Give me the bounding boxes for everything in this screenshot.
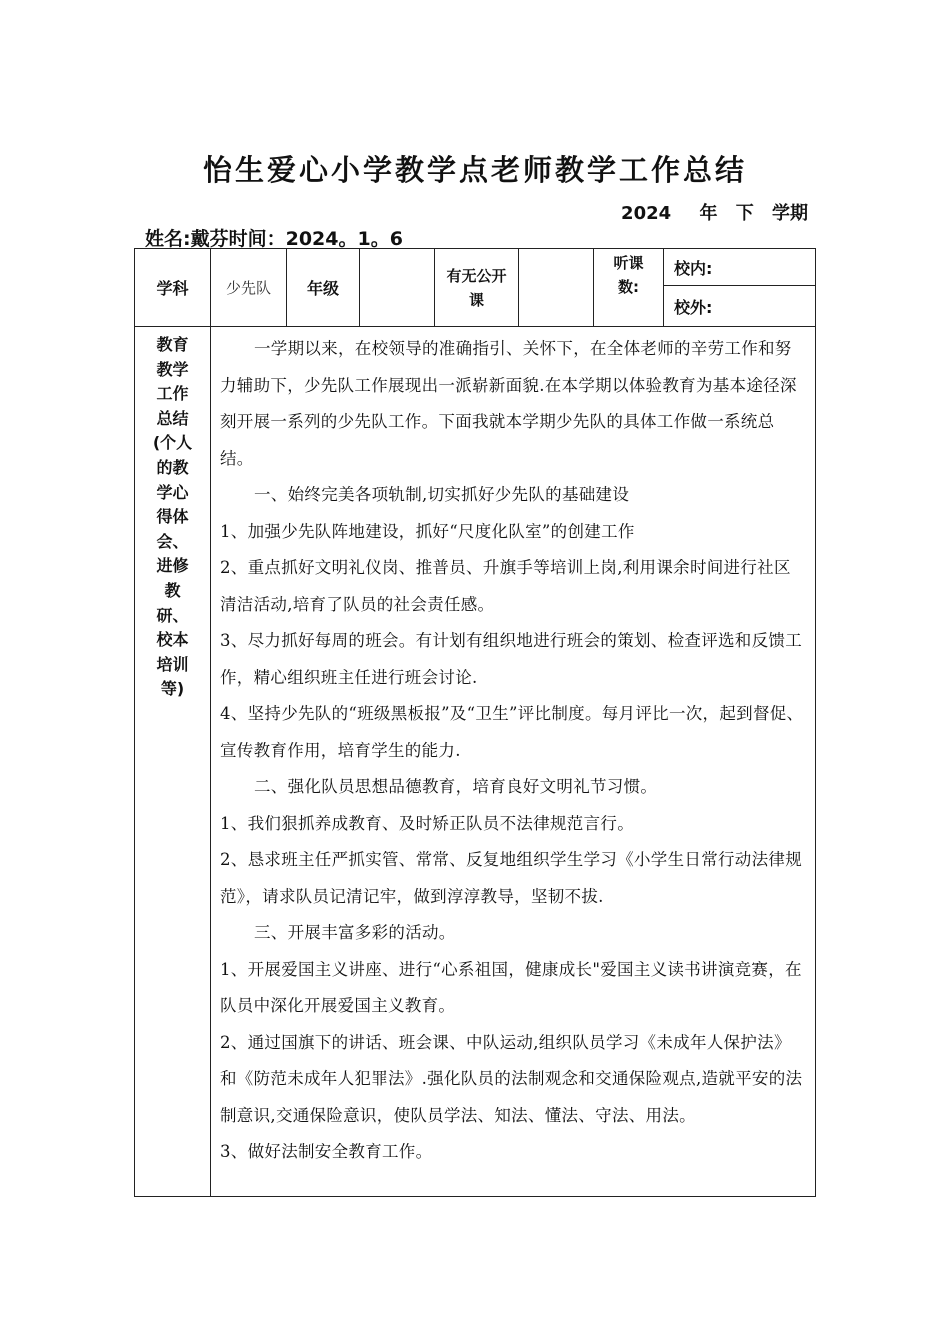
- term-year: 2024: [621, 203, 672, 224]
- lessons-text: 听课数:: [613, 254, 644, 296]
- subject-value: 少先队: [211, 249, 287, 327]
- section-heading: 二、强化队员思想品德教育，培育良好文明礼节习惯。: [254, 777, 658, 796]
- section-heading: 三、开展丰富多彩的活动。: [254, 923, 456, 942]
- paragraph: 1、我们狠抓养成教育、及时矫正队员不法律规范言行。: [220, 813, 634, 833]
- paragraph: 4、坚持少先队的“班级黑板报”及“卫生”评比制度。每月评比一次，起到督促、宣传教育作用，培育学生的能力.: [220, 704, 804, 760]
- term-year-unit: 年: [699, 203, 718, 224]
- paragraph: 1、加强少先队阵地建设，抓好“尺度化队室”的创建工作: [220, 521, 635, 541]
- paragraph: 3、做好法制安全教育工作。: [220, 1142, 433, 1161]
- open-class-value: [519, 249, 594, 327]
- summary-table: [134, 248, 816, 1197]
- term-half: 下: [735, 203, 754, 224]
- paragraph: 2、通过国旗下的讲话、班会课、中队运动,组织队员学习《未成年人保护法》和《防范未成年人犯罪法》.强化队员的法制观念和交通保险观点,造就平安的法制意识,交通保险意识，使队员学法、知法、懂法、守法、用法。: [220, 1032, 803, 1125]
- section-heading: 一、始终完美各项轨制,切实抓好少先队的基础建设: [254, 485, 630, 504]
- out-school-label: 校外:: [664, 286, 816, 327]
- subject-label: 学科: [135, 249, 211, 327]
- paragraph: 一学期以来，在校领导的准确指引、关怀下，在全体老师的辛劳工作和努力辅助下，少先队工作展现出一派崭新面貌.在本学期以体验教育为基本途径深刻开展一系列的少先队工作。下面我就本学期少先队的具体工作做一系统总结。: [220, 339, 797, 468]
- term-unit: 学期: [772, 203, 808, 224]
- name-time-line: 姓名:戴芬时间：2024。1。6: [145, 228, 403, 250]
- paragraph: 3、尽力抓好每周的班会。有计划有组织地进行班会的策划、检查评选和反馈工作，精心组织班主任进行班会讨论.: [220, 631, 802, 687]
- paragraph: 1、开展爱国主义讲座、进行“心系祖国，健康成长"爱国主义读书讲演竞赛，在队员中深化开展爱国主义教育。: [220, 959, 802, 1015]
- grade-value: [360, 249, 435, 327]
- summary-body: [211, 327, 816, 1197]
- summary-side-label: [135, 327, 211, 1197]
- lessons-label: [594, 249, 664, 327]
- paragraph: 2、重点抓好文明礼仪岗、推普员、升旗手等培训上岗,利用课余时间进行社区清洁活动,培育了队员的社会责任感。: [220, 558, 791, 614]
- paragraph: 2、恳求班主任严抓实管、常常、反复地组织学生学习《小学生日常行动法律规范》，请求队员记清记牢，做到淳淳教导，坚韧不拔.: [220, 850, 802, 906]
- in-school-label: 校内:: [664, 249, 816, 286]
- open-class-text: 有无公开课: [446, 266, 507, 309]
- page-title: 怡生爱心小学教学点老师教学工作总结: [202, 153, 747, 187]
- open-class-label: [435, 249, 519, 327]
- side-label-text: 教育教学工作总结(个人的教学心得体会、进修教研、校本培训等): [152, 335, 193, 699]
- term-line: [609, 199, 808, 225]
- grade-label: 年级: [287, 249, 360, 327]
